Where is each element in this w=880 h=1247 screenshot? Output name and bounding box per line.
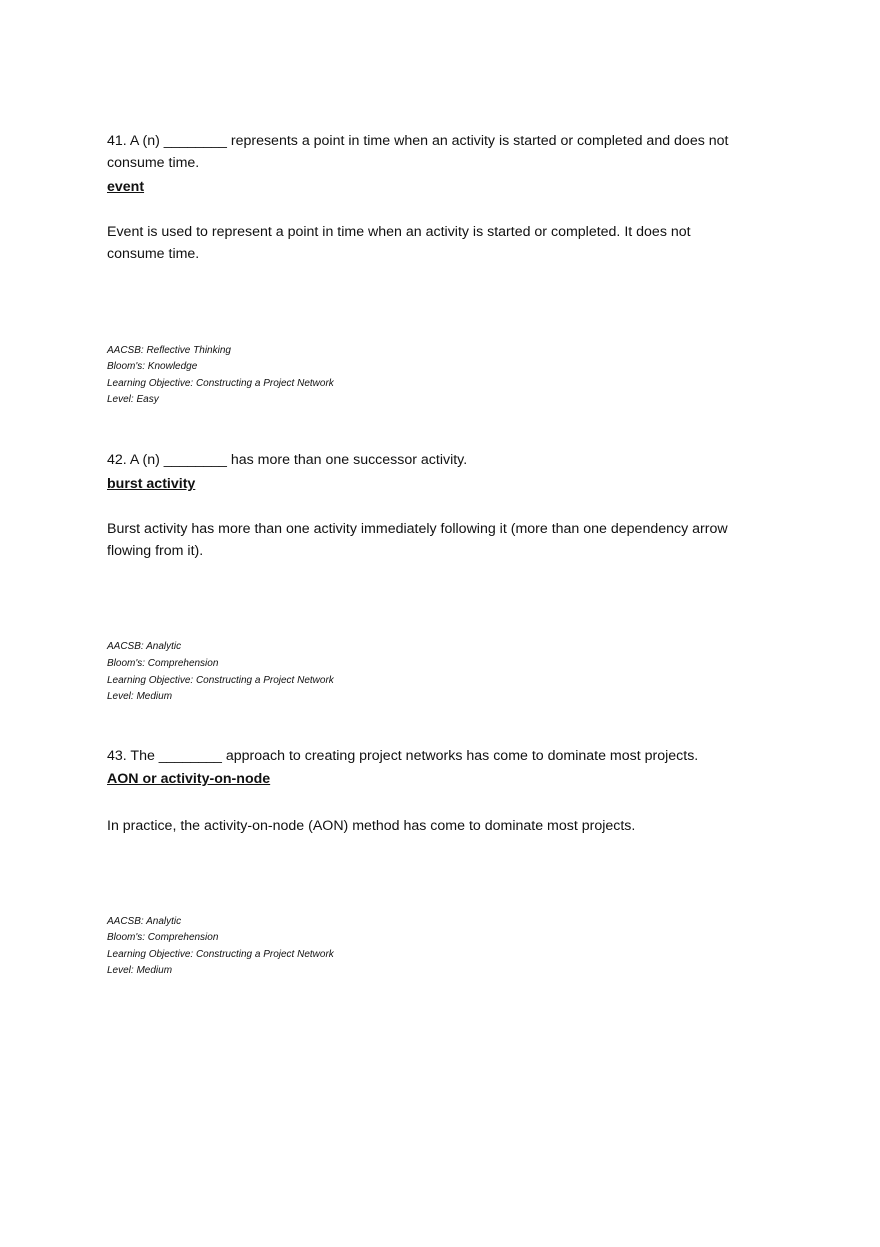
explanation: Burst activity has more than one activity immediately following it (more than one dependency arrow xyxy=(107,521,728,537)
question-text: 42. A (n) ________ has more than one successor activity. xyxy=(107,452,468,468)
answer: burst activity xyxy=(107,476,196,492)
explanation: flowing from it). xyxy=(107,543,204,559)
question-text: 43. The ________ approach to creating project networks has come to dominate most projects. xyxy=(107,748,699,764)
explanation: In practice, the activity-on-node (AON) method has come to dominate most projects. xyxy=(107,818,636,834)
explanation: Event is used to represent a point in time when an activity is started or completed. It does not xyxy=(107,224,691,240)
answer: event xyxy=(107,179,145,195)
meta-aacsb: AACSB: Analytic xyxy=(107,641,182,652)
explanation: consume time. xyxy=(107,246,200,262)
meta-aacsb: AACSB: Reflective Thinking xyxy=(107,345,231,356)
answer: AON or activity-on-node xyxy=(107,771,271,787)
meta-level: Level: Medium xyxy=(107,691,173,702)
question-text: 41. A (n) ________ represents a point in time when an activity is started or completed and does not xyxy=(107,133,729,149)
meta-level: Level: Medium xyxy=(107,965,173,976)
meta-blooms: Bloom's: Comprehension xyxy=(107,932,219,943)
meta-learning-objective: Learning Objective: Constructing a Project Network xyxy=(107,675,334,686)
meta-level: Level: Easy xyxy=(107,394,159,405)
meta-blooms: Bloom's: Comprehension xyxy=(107,658,219,669)
meta-learning-objective: Learning Objective: Constructing a Project Network xyxy=(107,949,334,960)
meta-blooms: Bloom's: Knowledge xyxy=(107,361,198,372)
question-text: consume time. xyxy=(107,155,200,171)
meta-aacsb: AACSB: Analytic xyxy=(107,916,182,927)
meta-learning-objective: Learning Objective: Constructing a Project Network xyxy=(107,378,334,389)
